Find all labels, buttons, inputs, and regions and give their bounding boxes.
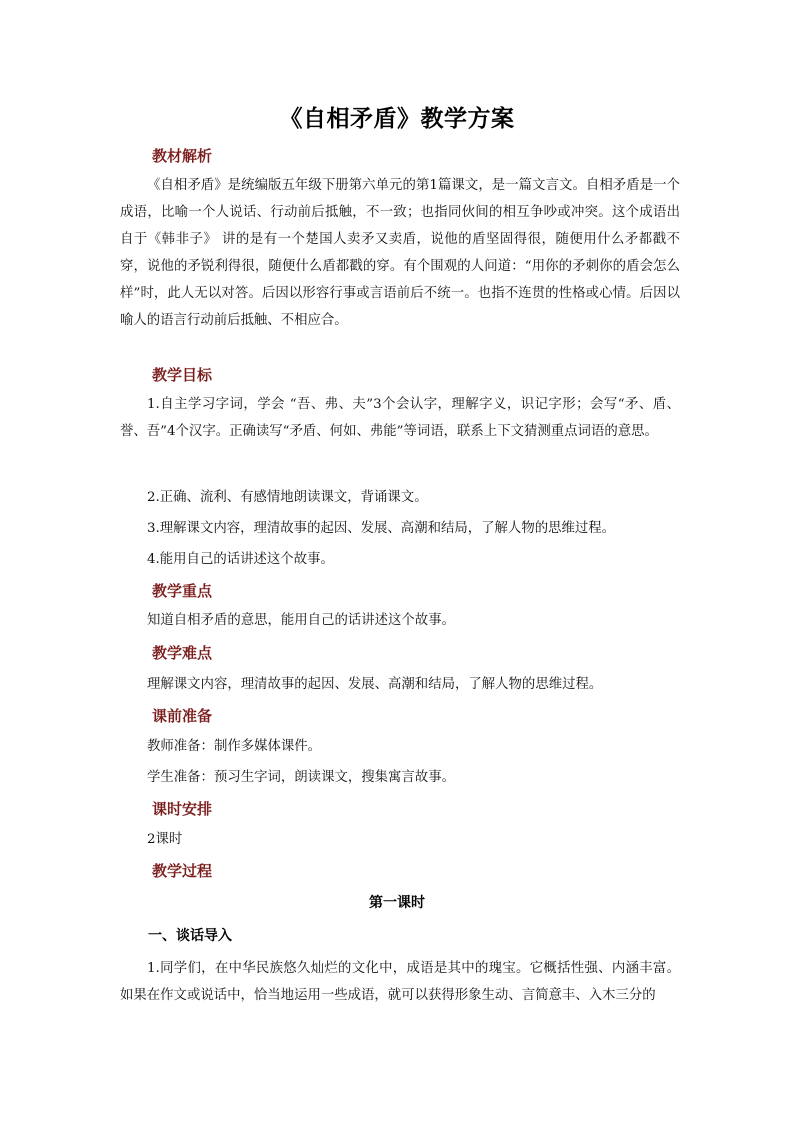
sub-heading-intro: 一、谈话导入: [148, 928, 232, 944]
heading-schedule: 课时安排: [152, 800, 213, 818]
schedule-paragraph: 2课时: [147, 832, 183, 847]
heading-process: 教学过程: [152, 862, 213, 880]
heading-goals: 教学目标: [152, 366, 213, 384]
student-preparation: 学生准备：预习生字词，朗读课文，搜集寓言故事。: [147, 770, 455, 785]
difficulty-paragraph: 理解课文内容，理清故事的起因、发展、高潮和结局，了解人物的思维过程。: [147, 677, 603, 692]
heading-focus: 教学重点: [152, 582, 213, 600]
analysis-paragraph: 《自相矛盾》是统编版五年级下册第六单元的第1篇课文，是一篇文言文。自相矛盾是一个成语，比喻一个人说话、行动前后抵触，不一致；也指同伙间的相互争吵或冲突。这个成语出自于《韩非子》 讲的是有一个楚国人卖矛又卖盾，说他的盾坚固得很，随便用什么矛都戳不穿，说他的矛锐利得很，随便什么盾都戳的穿。有个围观的人问道：“用你的矛刺你的盾会怎么样”时，此人无以对答。后因以形容行事或言语前后不统一。也指不连贯的性格或心情。后因以喻人的语言行动前后抵触、不相应合。: [120, 178, 680, 328]
teacher-preparation: 教师准备：制作多媒体课件。: [147, 739, 322, 754]
goal-item-2: 2.正确、流利、有感情地朗读课文，背诵课文。: [147, 490, 428, 505]
heading-preparation: 课前准备: [152, 707, 213, 725]
goal-item-4: 4.能用自己的话讲述这个故事。: [147, 552, 334, 567]
document-title: 《自相矛盾》教学方案: [279, 105, 515, 132]
heading-analysis: 教材解析: [152, 147, 213, 165]
heading-difficulty: 教学难点: [152, 644, 213, 662]
goal-item-1: 1.自主学习字词，学会 “吾、弗、夫”3个会认字，理解字义，识记字形；会写“矛、盾、誉、吾”4个汉字。正确读写“矛盾、何如、弗能”等词语，联系上下文猜测重点词语的意思。: [120, 397, 680, 439]
lesson-title: 第一课时: [369, 895, 425, 911]
process-paragraph: 1.同学们，在中华民族悠久灿烂的文化中，成语是其中的瑰宝。它概括性强、内涵丰富。如果在作文或说话中，恰当地运用一些成语，就可以获得形象生动、言简意丰、入木三分的: [120, 961, 680, 1003]
goal-item-3: 3.理解课文内容，理清故事的起因、发展、高潮和结局，了解人物的思维过程。: [147, 521, 616, 536]
focus-paragraph: 知道自相矛盾的意思，能用自己的话讲述这个故事。: [147, 613, 455, 628]
